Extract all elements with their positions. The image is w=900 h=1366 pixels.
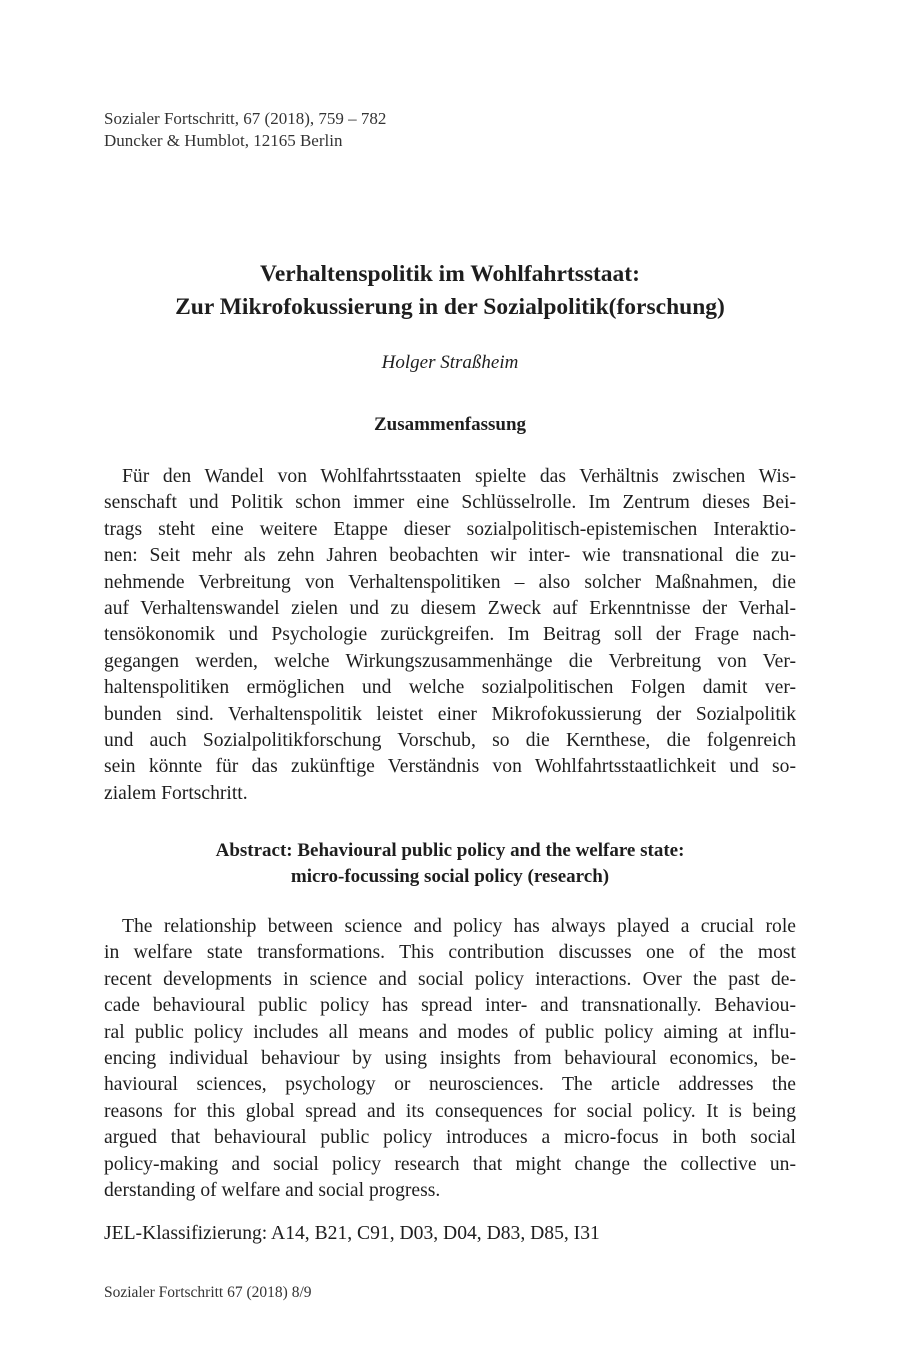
paragraph-line: senschaft und Politik schon immer eine Schlüsselrolle. Im Zentrum dieses Bei- xyxy=(104,492,796,514)
zusammenfassung-heading: Zusammenfassung xyxy=(373,414,527,435)
paragraph-line: auf Verhaltenswandel zielen und zu diesem Zweck auf Erkenntnisse der Verhal- xyxy=(104,598,796,620)
paragraph-line: trags steht eine weitere Etappe dieser sozialpolitisch-epistemischen Interaktio- xyxy=(104,518,796,540)
paragraph-line: nehmende Verbreitung von Verhaltenspolitiken – also solcher Maßnahmen, die xyxy=(104,571,796,593)
paragraph-line: cade behavioural public policy has spread inter- and transnationally. Behaviou- xyxy=(104,995,796,1017)
paragraph-line: Für den Wandel von Wohlfahrtsstaaten spielte das Verhältnis zwischen Wis- xyxy=(122,466,796,487)
paragraph-line: haltenspolitiken ermöglichen und welche sozialpolitischen Folgen damit ver- xyxy=(104,677,796,699)
author-name: Holger Straßheim xyxy=(381,352,519,373)
paragraph-line: sein könnte für das zukünftige Verständnis von Wohlfahrtsstaatlichkeit und so- xyxy=(104,756,796,778)
journal-citation: Sozialer Fortschritt, 67 (2018), 759 – 782 xyxy=(104,109,387,128)
paragraph-line: encing individual behaviour by using insights from behavioural economics, be- xyxy=(104,1048,796,1070)
paragraph-line: havioural sciences, psychology or neurosciences. The article addresses the xyxy=(104,1074,796,1096)
paragraph-line: tensökonomik und Psychologie zurückgreifen. Im Beitrag soll der Frage nach- xyxy=(104,624,796,646)
abstract-heading-line-2: micro-focussing social policy (research) xyxy=(290,866,610,887)
publisher-line: Duncker & Humblot, 12165 Berlin xyxy=(104,131,343,150)
article-title xyxy=(0,258,900,324)
article-title-line-2: Zur Mikrofokussierung in der Sozialpolitik(forschung) xyxy=(175,294,725,320)
paragraph-line: recent developments in science and social policy interactions. Over the past de- xyxy=(104,968,796,990)
paragraph-line: ral public policy includes all means and modes of public policy aiming at influ- xyxy=(104,1021,796,1043)
paragraph-line: argued that behavioural public policy introduces a micro-focus in both social xyxy=(104,1127,796,1149)
paragraph-line: reasons for this global spread and its consequences for social policy. It is being xyxy=(104,1100,796,1122)
paragraph-line: derstanding of welfare and social progress. xyxy=(104,1180,441,1202)
paragraph-line: gegangen werden, welche Wirkungszusammenhänge die Verbreitung von Ver- xyxy=(104,650,796,672)
zusammenfassung-paragraph xyxy=(104,464,796,807)
article-title-line-1: Verhaltenspolitik im Wohlfahrtsstaat: xyxy=(260,261,640,287)
journal-header xyxy=(104,108,386,152)
paragraph-line: The relationship between science and policy has always played a crucial role xyxy=(122,916,796,937)
paragraph-line: und auch Sozialpolitikforschung Vorschub, so die Kernthese, die folgenreich xyxy=(104,730,796,752)
paragraph-line: bunden sind. Verhaltenspolitik leistet einer Mikrofokussierung der Sozialpolitik xyxy=(104,703,796,725)
abstract-paragraph xyxy=(104,914,796,1204)
jel-classification: JEL-Klassifizierung: A14, B21, C91, D03, D04, D83, D85, I31 xyxy=(104,1223,600,1244)
paragraph-line: in welfare state transformations. This contribution discusses one of the most xyxy=(104,942,796,964)
abstract-heading-line-1: Abstract: Behavioural public policy and the welfare state: xyxy=(215,840,685,861)
page-footer: Sozialer Fortschritt 67 (2018) 8/9 xyxy=(104,1284,312,1301)
paragraph-line: nen: Seit mehr als zehn Jahren beobachten wir inter- wie transnational die zu- xyxy=(104,545,796,567)
paragraph-line: zialem Fortschritt. xyxy=(104,782,248,804)
paragraph-line: policy-making and social policy research that might change the collective un- xyxy=(104,1153,796,1175)
abstract-heading xyxy=(0,838,900,890)
